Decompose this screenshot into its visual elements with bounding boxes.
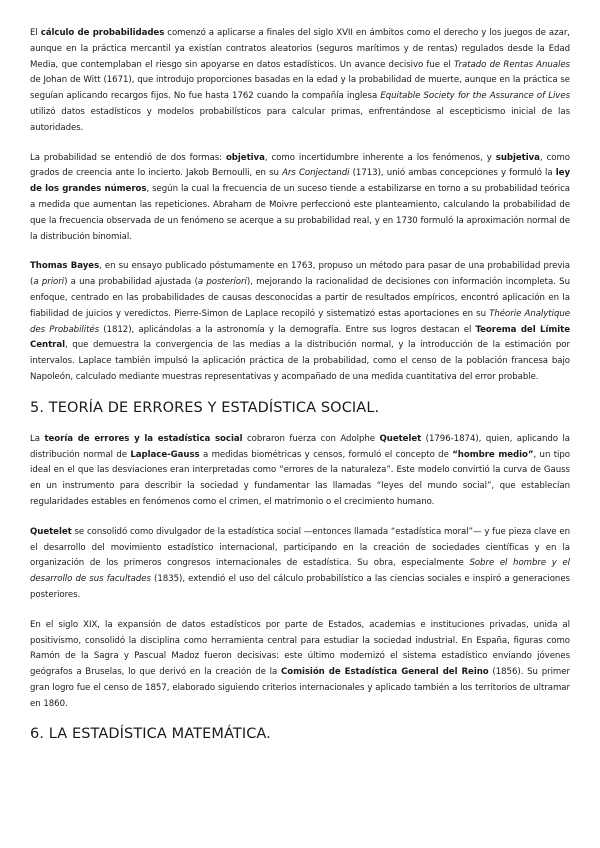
text-run: (1812), aplicándolas a la astronomía y la demografía. Entre sus logros destacan el	[99, 324, 476, 335]
text-run: La	[30, 433, 45, 444]
text-run: (1835), extendió el uso del cálculo probabilístico a las ciencias sociales e inspiró a generaciones posteriores.	[30, 574, 570, 600]
text-run: , que demuestra la convergencia de las medias a la distribución normal, y la introducción de la estimación por intervalos. Laplace también impulsó la aplicación práctica de la probabilidad, como el censo de la población francesa bajo Napoleón, calculado mediante muestras representativas y acompañado de una medida cuantitativa del error probable.	[30, 340, 570, 382]
bold-text: ley de los grandes números	[30, 168, 570, 195]
bold-text: teoría de errores y la estadística social	[44, 433, 243, 444]
text-run: (1796-1874), quien, aplicando la distribución normal de	[30, 433, 570, 460]
section-heading-5	[30, 400, 570, 416]
bold-text: “hombre medio”	[452, 449, 534, 460]
italic-text: a priori	[33, 277, 65, 288]
text-run: La probabilidad se entendió de dos formas:	[30, 152, 226, 163]
italic-text: Tratado de Rentas Anuales	[454, 59, 570, 70]
text-run: (1856). Su primer gran logro fue el censo de 1857, elaborado siguiendo criterios internacionales y aplicado también a los territorios de ultramar en 1860.	[30, 667, 570, 709]
text-run: comenzó a aplicarse a finales del siglo XVII en ámbitos como el derecho y los juegos de azar, aunque en la práctica mercantil ya existían contratos aleatorios (seguros marítimos y de rentas) regulados desde la Edad Media, que contemplaban el riesgo sin apoyarse en datos estadísticos. Un avance decisivo fue el	[30, 28, 570, 70]
bold-text: objetiva	[225, 152, 265, 163]
text-run: a medidas biométricas y censos, formuló el concepto de	[199, 449, 453, 460]
paragraph-probability-origins	[30, 26, 570, 137]
italic-text: a posteriori	[197, 277, 247, 288]
bold-text: cálculo de probabilidades	[40, 28, 165, 38]
text-run: , en su ensayo publicado póstumamente en 1763, propuso un método para pasar de una probabilidad previa (	[30, 261, 570, 288]
bold-text: Teorema del Límite Central	[30, 324, 570, 351]
text-run: cobraron fuerza con Adolphe	[242, 433, 380, 444]
text-run: utilizó datos estadísticos y modelos probabilísticos para calcular primas, enfrentándose al escepticismo inicial de las autoridades.	[30, 106, 570, 133]
italic-text: Théorie Analytique des Probabilités	[30, 308, 571, 335]
text-run: de Johan de Witt (1671), que introdujo proporciones basadas en la edad y la probabilidad de muerte, aunque en la práctica se seguían aplicando recargos fijos. No fue hasta 1762 cuando la compañía inglesa	[30, 75, 570, 102]
bold-text: subjetiva	[495, 152, 540, 163]
italic-text: Equitable Society for the Assurance of Lives	[380, 91, 571, 102]
paragraph-bayes-laplace	[30, 259, 570, 385]
paragraph-quetelet-social	[30, 525, 570, 604]
text-run: 5. TEORÍA DE ERRORES Y ESTADÍSTICA SOCIAL.	[30, 399, 380, 416]
text-run: (1713), unió ambas concepciones y formuló la	[349, 168, 556, 179]
text-run: , un tipo ideal en el que las desviaciones eran interpretadas como “errores de la naturaleza”. Este modelo convirtió la curva de Gauss en un instrumento para describir la sociedad y fundamentar las llamadas “leyes del mundo social”, que establecían regularidades estables en fenómenos como el crimen, el matrimonio o el crecimiento humano.	[30, 449, 571, 507]
bold-text: Quetelet	[30, 526, 72, 537]
text-run: El	[30, 28, 41, 38]
text-run: , como grados de creencia ante lo incierto. Jakob Bernoulli, en su	[30, 152, 570, 179]
section-heading-6	[30, 726, 570, 742]
text-run: , como incertidumbre inherente a los fenómenos, y	[264, 152, 496, 163]
text-run: En el siglo XIX, la expansión de datos estadísticos por parte de Estados, academias e instituciones privadas, unida al positivismo, consolidó la disciplina como herramienta central para estudiar la sociedad industrial. En España, figuras como Ramón de la Sagra y Pascual Madoz fueron decisivas: este último modernizó el sistema estadístico enviando jóvenes geógrafos a Bruselas, lo que derivó en la creación de la	[30, 619, 570, 678]
text-run: ) a una probabilidad ajustada (	[64, 277, 198, 288]
bold-text: Laplace-Gauss	[130, 449, 200, 460]
text-run: , según la cual la frecuencia de un suceso tiende a estabilizarse en torno a su probabilidad teórica a medida que aumentan las repeticiones. Abraham de Moivre perfeccionó este planteamiento, calculando la probabilidad de que la frecuencia observada de un fenómeno se acerque a su probabilidad real, y en 1730 formuló la aproximación normal de la distribución binomial.	[30, 184, 571, 242]
text-run: ), mejorando la racionalidad de decisiones con información incompleta. Su enfoque, centrado en las probabilidades de causas desconocidas a partir de resultados empíricos, encontró aplicación en la fiabilidad de juicios y veredictos. Pierre-Simon de Laplace recopiló y sistematizó estas aportaciones en su	[30, 277, 570, 319]
paragraph-spain-statistics	[30, 618, 570, 713]
bold-text: Quetelet	[379, 433, 422, 444]
paragraph-objective-subjective	[30, 151, 570, 246]
text-run: se consolidó como divulgador de la estadística social —entonces llamada “estadística moral”— y fue pieza clave en el desarrollo del movimiento estadístico internacional, participando en la creación de sociedades científicas y en la organización de los primeros congresos internacionales de estadística. Su obra, especialmente	[30, 526, 570, 569]
bold-text: Thomas Bayes	[30, 261, 100, 272]
paragraph-quetelet-errors	[30, 432, 570, 511]
bold-text: Comisión de Estadística General del Reino	[280, 667, 489, 678]
text-run: 6. LA ESTADÍSTICA MATEMÁTICA.	[30, 726, 271, 743]
italic-text: Ars Conjectandi	[282, 168, 350, 179]
italic-text: Sobre el hombre y el desarrollo de sus facultades	[30, 558, 571, 585]
